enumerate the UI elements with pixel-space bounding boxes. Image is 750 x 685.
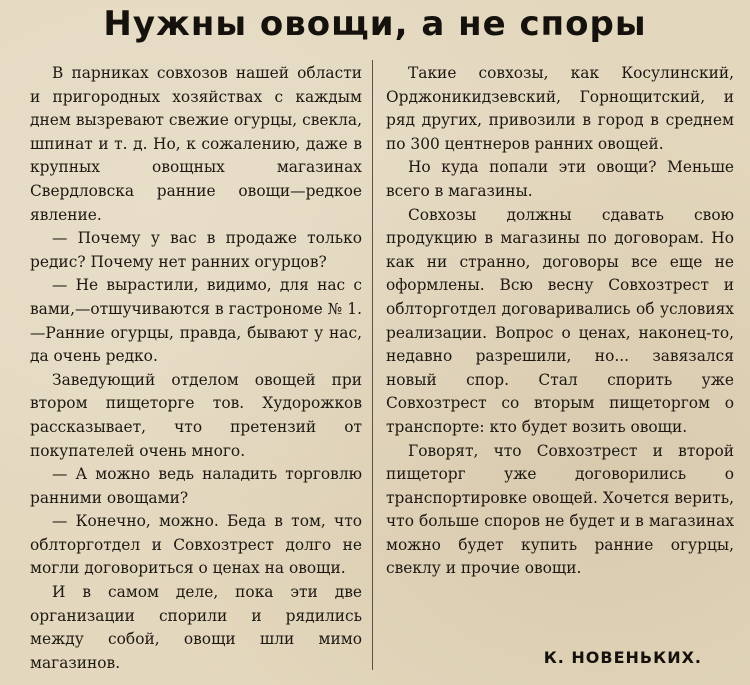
paragraph: Заведующий отделом овощей при втором пищеторге тов. Худорожков рассказывает, что претензий от покупателей очень много. bbox=[30, 370, 362, 460]
paragraph: — Не вырастили, видимо, для нас с вами,—отшучиваются в гастрономе № 1. —Ранние огурцы, правда, бывают у нас, да очень редко. bbox=[30, 276, 362, 366]
paragraph: Совхозы должны сдавать свою продукцию в магазины по договорам. Но как ни странно, договоры все еще не оформлены. Всю весну Совхозтрест и облторготдел договаривались об условиях реализации. Вопрос о ценах, наконец-то, недавно разрешили, но... завязался новый спор. Стал спорить уже Совхозтрест со вторым пищеторгом о транспорте: кто будет возить овощи. bbox=[386, 205, 734, 436]
paragraph: Говорят, что Совхозтрест и второй пищеторг уже договорились о транспортировке овощей. Хочется верить, что больше споров не будет и в магазинах можно будет купить ранние огурцы, свеклу и прочие овощи. bbox=[386, 441, 734, 578]
column-divider bbox=[372, 60, 373, 670]
paragraph: — А можно ведь наладить торговлю ранними овощами? bbox=[30, 465, 362, 507]
paragraph: В парниках совхозов нашей области и пригородных хозяйствах с каждым днем вызревают свежие огурцы, свекла, шпинат и т. д. Но, к сожалению, даже в крупных овощных магазинах Свердловска ранние овощи—редкое явление. bbox=[30, 64, 362, 224]
paragraph: Но куда попали эти овощи? Меньше всего в магазины. bbox=[386, 158, 734, 200]
paragraph: — Почему у вас в продаже только редис? Почему нет ранних огурцов? bbox=[30, 229, 362, 271]
paragraph: Такие совхозы, как Косулинский, Орджоникидзевский, Горнощитский, и ряд других, привозили в город в среднем по 300 центнеров ранних овощей. bbox=[386, 64, 734, 153]
paragraph: — Конечно, можно. Беда в том, что облторготдел и Совхозтрест долго не могли договориться о ценах на овощи. bbox=[30, 512, 362, 578]
paragraph: И в самом деле, пока эти две организации спорили и рядились между собой, овощи шли мимо магазинов. bbox=[30, 583, 362, 672]
headline: Нужны овощи, а не споры bbox=[103, 4, 647, 44]
right-column bbox=[386, 62, 734, 581]
author-signature: К. НОВЕНЬКИХ. bbox=[543, 648, 702, 667]
left-column bbox=[30, 62, 362, 675]
